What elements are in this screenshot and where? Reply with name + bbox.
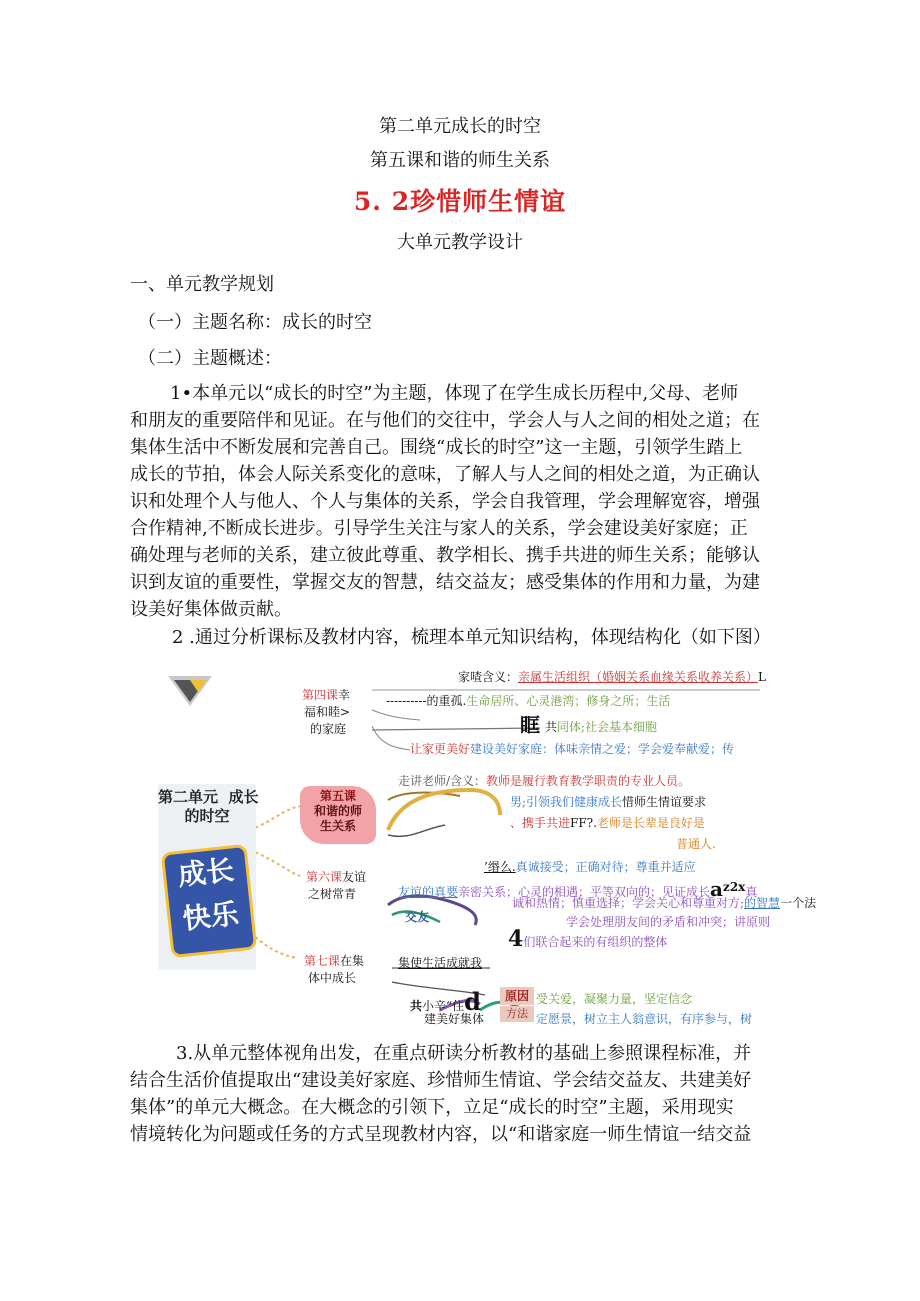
family-importance: ----------的重孤.生命居所、心灵港湾；修身之所；生活 [386,694,671,708]
lesson5-badge-title: 第五课 [319,789,356,803]
p1-line: 确处理与老师的关系，建立彼此尊重、教学相长、携手共进的师生关系；能够认 [130,545,760,566]
p1-number: 1• [170,383,193,404]
family-meaning: 家喳含义：亲属生活组织（婚姻关系血缘关系收养关系）L [458,670,766,684]
teacher-meaning: 走讲老师/含义：教师是履行教育教学职责的专业人员。 [398,774,691,788]
friendship-meaning: 友谊的真要亲密关系；心灵的相遇；平等双向的；见证成长$a^{z2x}$真 [398,877,758,901]
p3-line: 结合生活价值提取出“建设美好家庭、珍惜师生情谊、学会结交益友、共建美好 [130,1070,752,1091]
teacher-guide: 男;引领我们健康成长惜师生情谊要求 [510,795,707,809]
p1-line: 合作精神,不断成长进步。引导学生关注与家人的关系，学会建设美好家庭；正 [130,518,748,539]
lesson6-title: 之树常青 [308,887,357,901]
center-badge: 成长 快乐 [161,844,258,958]
collective-definition: 4们联合起来的有组织的整体 [508,926,668,952]
heading-theme-name: （一）主题名称：成长的时空 [138,312,372,333]
p1-line: 本单元以“成长的时空”为主题，体现了在学生成长历程中,父母、老师 [192,383,739,404]
paragraph-3 [130,1040,825,1148]
family-better: 让家更美好建设美好家庭：体味亲情之爱；学会爱奉献爱；传 [410,742,735,756]
friendship-conflict: 学会处理朋友间的矛盾和冲突；讲原则 [566,915,771,929]
collective-reason: 受关爱，凝聚力量，坚定信念 [536,992,693,1006]
p3-line: 集体”的单元大概念。在大概念的引领下，立足“成长的时空”主题，采用现实 [130,1097,734,1118]
lesson4-title-a: 福和睦> [304,705,351,719]
lesson6-label: 第六课友谊 [306,870,367,884]
lesson5-badge [300,786,376,844]
p1-line: 设美好集体做贡献。 [130,599,292,620]
section-title: 5. 2珍惜师生情谊 [353,187,567,216]
paragraph-2: 2 .通过分析课标及教材内容，梳理本单元知识结构，体现结构化（如下图） [172,627,771,648]
collective-achieve: 集使生活成就我 [398,956,483,970]
reason-badge: 原因 [500,987,534,1005]
unit-title: 第二单元成长的时空 [379,116,541,137]
family-community: 共同体;社会基本细胞 [545,720,658,734]
p1-line: 识到友谊的重要性，掌握交友的智慧，结交益友；感受集体的作用和力量，为建 [130,572,760,593]
teacher-together: 、携手共进FF?.老师是长辈是良好是 [510,816,705,830]
lesson5-badge-subtitle: 和谐的师 生关系 [313,804,362,833]
lesson7-title: 体中成长 [308,971,357,985]
teacher-ordinary: 普通人. [676,837,716,851]
p1-line: 集体生活中不断发展和完善自己。围绕“成长的时空”这一主题，引领学生踏上 [130,437,743,458]
lesson4-title-b: 的家庭 [310,722,347,736]
p3-line: 情境转化为问题或任务的方式呈现教材内容，以“和谐家庭一师生情谊一结交益 [130,1124,752,1145]
method-badge: 方法 [500,1006,534,1022]
center-title: 第二单元 成长 的时空 [158,788,259,825]
friendship-label: 交友 [405,910,430,924]
collective-build-label: 建美好集体 [424,1012,485,1026]
p1-line: 成长的节拍，体会人际关系变化的意味，了解人与人之间的相处之道，为正确认 [130,464,760,485]
heading-theme-overview: （二）主题概述： [138,348,282,369]
lesson7-label: 第七课在集 [304,954,365,968]
collective-reason-row: 共小辛“住d [410,987,481,1016]
collective-method: 定愿景，树立主人翁意识，有序参与，树 [536,1012,753,1026]
family-glyph: 眶 [520,713,540,737]
design-title: 大单元教学设计 [397,232,523,253]
friendship-wisdom: 诚和热情；慎重选择；学会关心和尊重对方;的智慧一个法 [512,896,817,910]
teacher-attitude: ’缗么.真诚接受；正确对待；尊重并适应 [484,860,696,874]
lesson-title: 第五课和谐的师生关系 [370,150,550,171]
lesson4-label: 第四课幸 [302,688,351,702]
p1-line: 识和处理个人与他人、个人与集体的关系，学会自我管理，学会理解宽容，增强 [130,491,760,512]
p3-line: 3.从单元整体视角出发，在重点研读分析教材的基础上参照课程标准，并 [176,1043,752,1064]
p1-line: 和朋友的重要陪伴和见证。在与他们的交往中，学会人与人之间的相处之道；在 [130,410,760,431]
heading-planning: 一、单元教学规划 [130,274,274,295]
